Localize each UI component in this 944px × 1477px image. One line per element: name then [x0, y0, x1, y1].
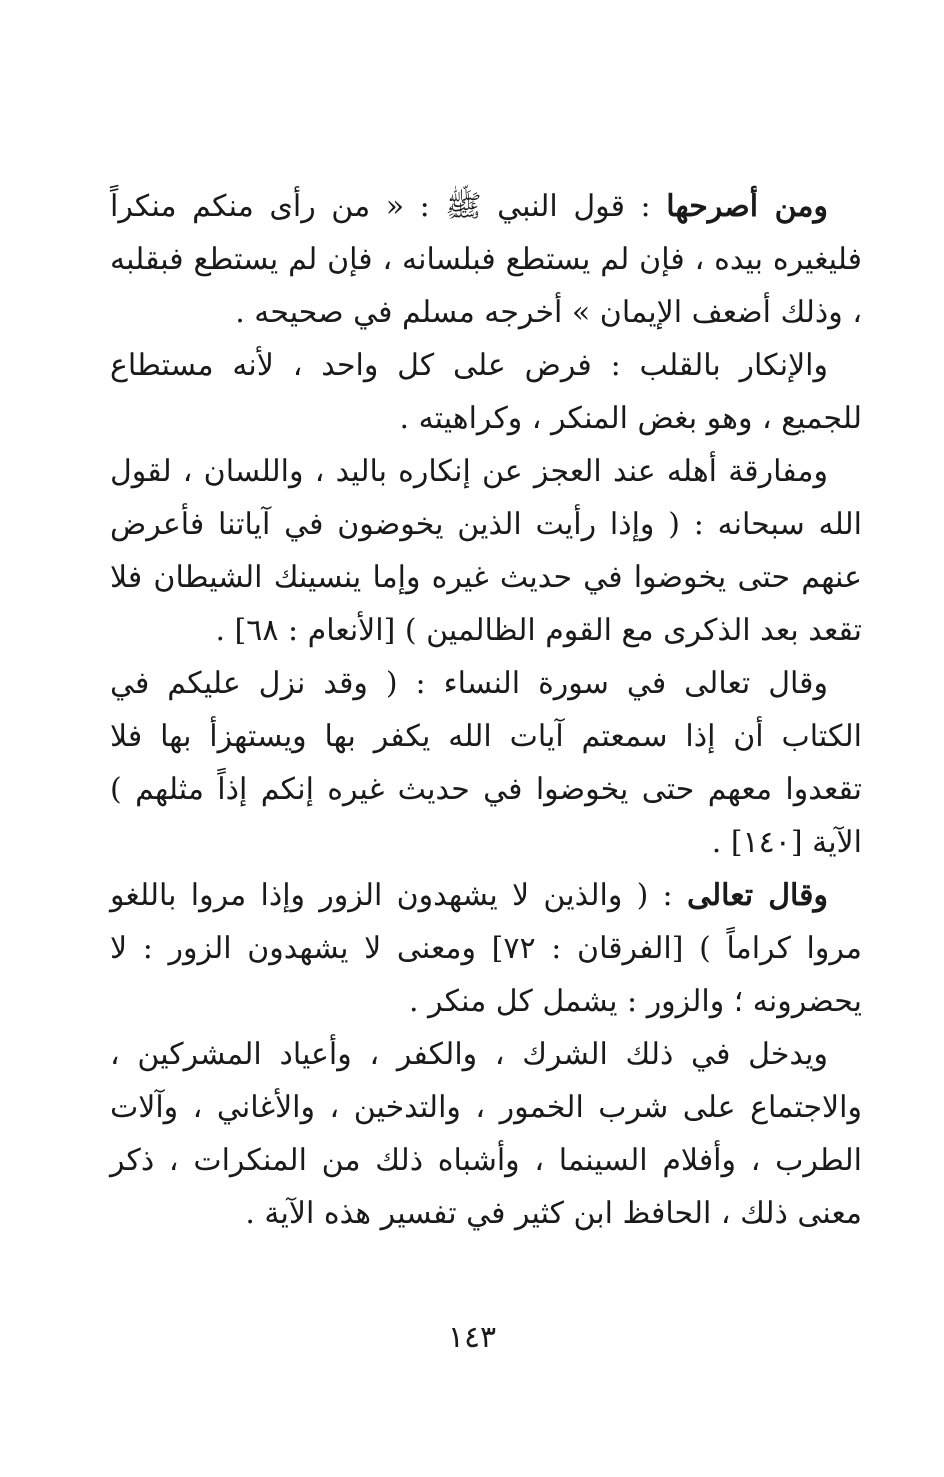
paragraph-text: : ( والذين لا يشهدون الزور وإذا مروا باللغو مروا كراماً ) [الفرقان : ٧٢] ومعنى لا يشهدون الزور : لا يحضرونه ؛ والزور : يشمل كل منكر . [110, 878, 862, 1019]
paragraph-text: والإنكار بالقلب : فرض على كل واحد ، لأنه مستطاع للجميع ، وهو بغض المنكر ، وكراهيته . [110, 348, 862, 436]
page-number: ١٤٣ [447, 1320, 497, 1355]
paragraph-text: : قول النبي ﷺ : « من رأى منكم منكراً فليغيره بيده ، فإن لم يستطع فبلسانه ، فإن لم يستطع فبقلبه ، وذلك أضعف الإيمان » أخرجه مسلم في صحيحه . [110, 189, 862, 330]
paragraph-4 [110, 657, 862, 869]
paragraph-lead-bold: وقال تعالى [686, 878, 828, 913]
paragraph-2 [110, 339, 862, 445]
paragraph-1 [110, 180, 862, 339]
page-body [110, 180, 862, 1240]
paragraph-3 [110, 445, 862, 657]
paragraph-text: وقال تعالى في سورة النساء : ( وقد نزل عليكم في الكتاب أن إذا سمعتم آيات الله يكفر بها ويستهزأ بها فلا تقعدوا معهم حتى يخوضوا في حديث غيره إنكم إذاً مثلهم ) الآية [١٤٠] . [110, 666, 862, 860]
paragraph-lead-bold: ومن أصرحها [666, 189, 828, 224]
paragraph-5 [110, 869, 862, 1028]
paragraph-text: ومفارقة أهله عند العجز عن إنكاره باليد ، واللسان ، لقول الله سبحانه : ( وإذا رأيت الذين يخوضون في آياتنا فأعرض عنهم حتى يخوضوا في حديث غيره وإما ينسينك الشيطان فلا تقعد بعد الذكرى مع القوم الظالمين ) [الأنعام : ٦٨] . [110, 454, 862, 648]
paragraph-text: ويدخل في ذلك الشرك ، والكفر ، وأعياد المشركين ، والاجتماع على شرب الخمور ، والتدخين ، والأغاني ، وآلات الطرب ، وأفلام السينما ، وأشباه ذلك من المنكرات ، ذكر معنى ذلك ، الحافظ ابن كثير في تفسير هذه الآية . [110, 1037, 863, 1231]
paragraph-6 [110, 1028, 862, 1240]
